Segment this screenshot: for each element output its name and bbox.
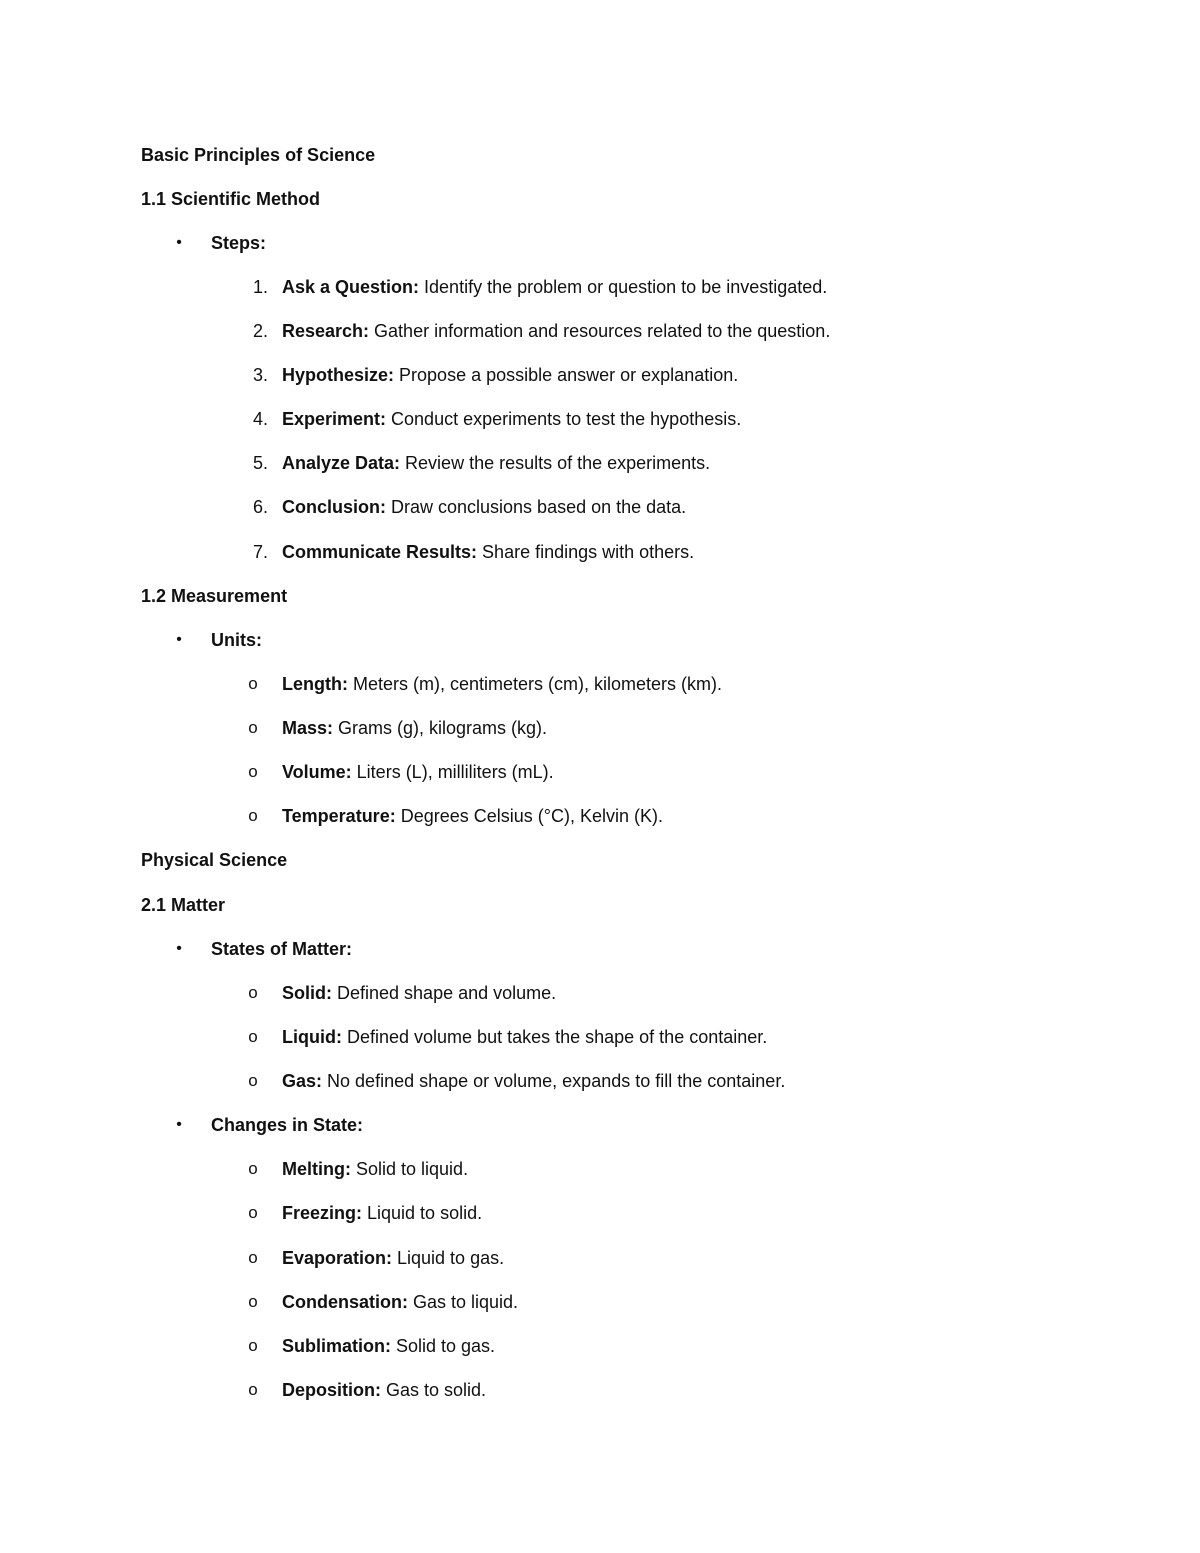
- list-number: 2.: [252, 321, 268, 341]
- item-term: Deposition:: [282, 1380, 381, 1400]
- item-description: Review the results of the experiments.: [400, 453, 711, 473]
- item-term: Mass:: [282, 718, 334, 738]
- section-heading-1-2: 1.2 Measurement: [141, 586, 288, 606]
- list-number: 6.: [252, 497, 268, 517]
- item-description: Draw conclusions based on the data.: [386, 497, 687, 517]
- part-title-physical-science: Physical Science: [141, 850, 288, 870]
- bullet-label: States of Matter:: [211, 939, 353, 959]
- item-description: Liters (L), milliliters (mL).: [351, 762, 554, 782]
- item-description: Share findings with others.: [477, 542, 695, 562]
- bullet-marker: •: [176, 234, 182, 251]
- sub-bullet-marker: o: [248, 1027, 258, 1046]
- section-heading-1-1: 1.1 Scientific Method: [141, 189, 321, 209]
- item-description: Liquid to gas.: [392, 1248, 505, 1268]
- item-term: Freezing:: [282, 1203, 363, 1223]
- item-description: Solid to gas.: [391, 1336, 496, 1356]
- item-term: Melting:: [282, 1159, 351, 1179]
- list-number: 1.: [252, 277, 268, 297]
- item-term: Experiment:: [282, 409, 387, 429]
- sub-bullet-marker: o: [248, 1248, 258, 1267]
- item-description: Defined shape and volume.: [332, 983, 557, 1003]
- sub-bullet-marker: o: [248, 1292, 258, 1311]
- item-term: Sublimation:: [282, 1336, 391, 1356]
- item-term: Solid:: [282, 983, 332, 1003]
- item-term: Analyze Data:: [282, 453, 401, 473]
- bullet-label: Changes in State:: [211, 1115, 364, 1135]
- item-description: Solid to liquid.: [351, 1159, 469, 1179]
- list-number: 5.: [252, 453, 268, 473]
- sub-bullet-marker: o: [248, 1380, 258, 1399]
- item-term: Volume:: [282, 762, 352, 782]
- item-description: Defined volume but takes the shape of the container.: [341, 1027, 768, 1047]
- item-term: Condensation:: [282, 1292, 408, 1312]
- item-term: Hypothesize:: [282, 365, 395, 385]
- list-number: 7.: [252, 542, 268, 562]
- item-description: Propose a possible answer or explanation.: [394, 365, 739, 385]
- item-term: Communicate Results:: [282, 542, 478, 562]
- sub-bullet-marker: o: [248, 718, 258, 737]
- item-description: No defined shape or volume, expands to fill the container.: [322, 1071, 786, 1091]
- item-description: Gas to liquid.: [408, 1292, 519, 1312]
- item-term: Research:: [282, 321, 370, 341]
- list-number: 4.: [252, 409, 268, 429]
- item-term: Ask a Question:: [282, 277, 420, 297]
- bullet-label: Steps:: [211, 233, 267, 253]
- sub-bullet-marker: o: [248, 762, 258, 781]
- item-description: Gas to solid.: [381, 1380, 487, 1400]
- document-title: Basic Principles of Science: [141, 145, 376, 165]
- sub-bullet-marker: o: [248, 806, 258, 825]
- item-description: Grams (g), kilograms (kg).: [333, 718, 548, 738]
- bullet-label: Units:: [211, 630, 262, 650]
- sub-bullet-marker: o: [248, 983, 258, 1002]
- item-description: Identify the problem or question to be investigated.: [419, 277, 828, 297]
- bullet-marker: •: [176, 1116, 182, 1133]
- item-description: Liquid to solid.: [362, 1203, 483, 1223]
- sub-bullet-marker: o: [248, 1203, 258, 1222]
- item-description: Degrees Celsius (°C), Kelvin (K).: [395, 806, 663, 826]
- item-term: Conclusion:: [282, 497, 386, 517]
- item-description: Conduct experiments to test the hypothesis.: [386, 409, 742, 429]
- sub-bullet-marker: o: [248, 674, 258, 693]
- list-number: 3.: [252, 365, 268, 385]
- section-heading-2-1: 2.1 Matter: [141, 895, 226, 915]
- item-term: Gas:: [282, 1071, 323, 1091]
- item-term: Evaporation:: [282, 1248, 393, 1268]
- item-description: Meters (m), centimeters (cm), kilometers (km).: [347, 674, 723, 694]
- item-term: Length:: [282, 674, 348, 694]
- item-description: Gather information and resources related to the question.: [369, 321, 831, 341]
- sub-bullet-marker: o: [248, 1071, 258, 1090]
- bullet-marker: •: [176, 631, 182, 648]
- item-term: Liquid:: [282, 1027, 342, 1047]
- item-term: Temperature:: [282, 806, 396, 826]
- sub-bullet-marker: o: [248, 1336, 258, 1355]
- bullet-marker: •: [176, 940, 182, 957]
- sub-bullet-marker: o: [248, 1159, 258, 1178]
